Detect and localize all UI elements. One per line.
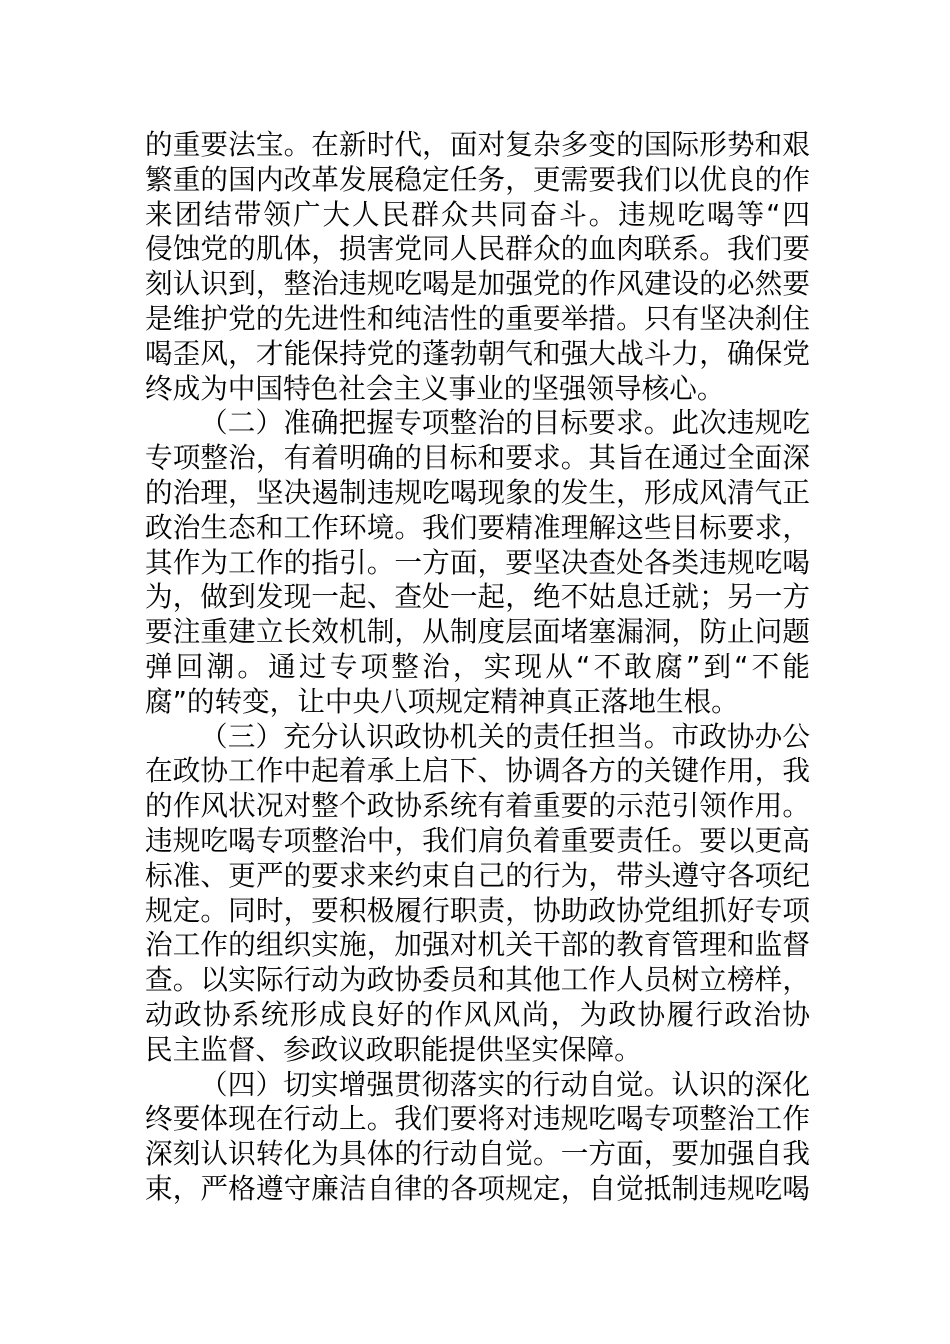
text-line: 专项整治，有着明确的目标和要求。其旨在通过全面深 [145, 441, 810, 475]
text-line: 治工作的组织实施，加强对机关干部的教育管理和监督 [145, 928, 810, 962]
text-line: 束，严格遵守廉洁自律的各项规定，自觉抵制违规吃喝 [145, 1171, 810, 1205]
text-line: 标准、更严的要求来约束自己的行为，带头遵守各项纪 [145, 858, 810, 892]
text-line: 民主监督、参政议政职能提供坚实保障。 [145, 1032, 642, 1066]
text-line: 深刻认识转化为具体的行动自觉。一方面，要加强自我 [145, 1137, 810, 1171]
text-line: 政治生态和工作环境。我们要精准理解这些目标要求， [145, 510, 810, 544]
text-line: 动政协系统形成良好的作风风尚，为政协履行政治协 [145, 997, 810, 1031]
text-line: 弹回潮。通过专项整治，实现从“不敢腐”到“不能 [145, 649, 810, 683]
text-line: 喝歪风，才能保持党的蓬勃朝气和强大战斗力，确保党 [145, 336, 810, 370]
text-line: 为，做到发现一起、查处一起，绝不姑息迁就；另一方 [145, 580, 810, 614]
text-line: 终要体现在行动上。我们要将对违规吃喝专项整治工作 [145, 1102, 810, 1136]
paragraph-heading-line: （三）充分认识政协机关的责任担当。市政协办公 [200, 719, 810, 753]
text-line: 是维护党的先进性和纯洁性的重要举措。只有坚决刹住 [145, 301, 810, 335]
text-line: 在政协工作中起着承上启下、协调各方的关键作用，我 [145, 754, 810, 788]
text-line: 来团结带领广大人民群众共同奋斗。违规吃喝等“四 [145, 197, 810, 231]
text-line: 侵蚀党的肌体，损害党同人民群众的血肉联系。我们要 [145, 232, 810, 266]
text-line: 的重要法宝。在新时代，面对复杂多变的国际形势和艰 [145, 128, 810, 161]
text-line: 的作风状况对整个政协系统有着重要的示范引领作用。 [145, 789, 810, 823]
text-line: 要注重建立长效机制，从制度层面堵塞漏洞，防止问题 [145, 615, 810, 649]
text-line: 规定。同时，要积极履行职责，协助政协党组抓好专项 [145, 893, 810, 927]
text-line: 查。以实际行动为政协委员和其他工作人员树立榜样， [145, 963, 810, 997]
text-line: 违规吃喝专项整治中，我们肩负着重要责任。要以更高 [145, 823, 810, 857]
paragraph-heading-line: （二）准确把握专项整治的目标要求。此次违规吃 [200, 406, 810, 440]
text-line: 刻认识到，整治违规吃喝是加强党的作风建设的必然要 [145, 267, 810, 301]
text-line: 终成为中国特色社会主义事业的坚强领导核心。 [145, 371, 725, 405]
text-line: 繁重的国内改革发展稳定任务，更需要我们以优良的作 [145, 162, 810, 196]
text-line: 的治理，坚决遏制违规吃喝现象的发生，形成风清气正 [145, 475, 810, 509]
body-text [145, 128, 810, 1207]
text-line: 腐”的转变，让中央八项规定精神真正落地生根。 [145, 684, 739, 718]
text-line: 其作为工作的指引。一方面，要坚决查处各类违规吃喝 [145, 545, 810, 579]
paragraph-heading-line: （四）切实增强贯彻落实的行动自觉。认识的深化 [200, 1067, 810, 1101]
